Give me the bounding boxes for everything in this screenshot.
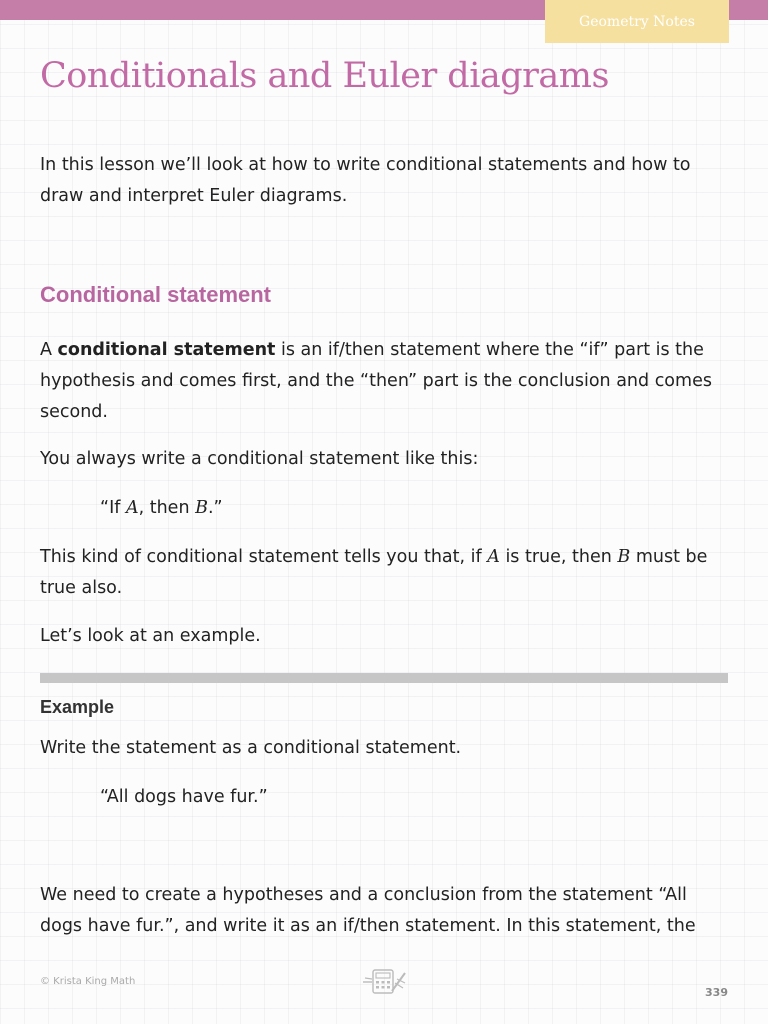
section-heading: Conditional statement [40,282,272,307]
variable-b: B [617,547,631,567]
page-number: 339 [705,986,728,999]
header-tab-label: Geometry Notes [579,13,695,30]
definition-paragraph [40,335,730,428]
form-part-2: , then [138,498,196,518]
form-part-3: .” [207,498,223,518]
definition-term: conditional statement [57,340,276,360]
variable-a: A [487,547,500,567]
page-title: Conditionals and Euler diagrams [40,56,609,96]
variable-b: B [195,498,208,518]
conditional-form [100,493,223,524]
intro-paragraph: In this lesson we’ll look at how to write conditional statements and how to draw and interpret Euler diagrams. [40,155,691,206]
definition-prefix: A [40,340,58,360]
footer-copyright: © Krista King Math [40,976,136,987]
calculator-pencil-icon [361,967,409,995]
meaning-part-3: must be true also. [40,547,708,598]
meaning-part-1: This kind of conditional statement tells you that, if [40,547,488,567]
example-prompt: Write the statement as a conditional statement. [40,738,462,758]
example-divider [40,673,728,683]
always-write-paragraph: You always write a conditional statement like this: [40,449,479,469]
lets-look-paragraph: Let’s look at an example. [40,626,261,646]
variable-a: A [125,498,139,518]
example-quote: “All dogs have fur.” [100,787,268,807]
header-tab [545,0,729,43]
meaning-paragraph [40,542,730,604]
meaning-part-2: is true, then [499,547,618,567]
example-heading: Example [40,697,115,717]
form-part-1: “If [100,498,126,518]
solution-paragraph: We need to create a hypotheses and a conclusion from the statement “All dogs have fur.”, and write it as an if/then statement. In this statement, the [40,885,696,936]
definition-text: is an if/then statement where the “if” part is the hypothesis and comes first, and the “then” part is the conclusion and comes second. [40,340,712,422]
